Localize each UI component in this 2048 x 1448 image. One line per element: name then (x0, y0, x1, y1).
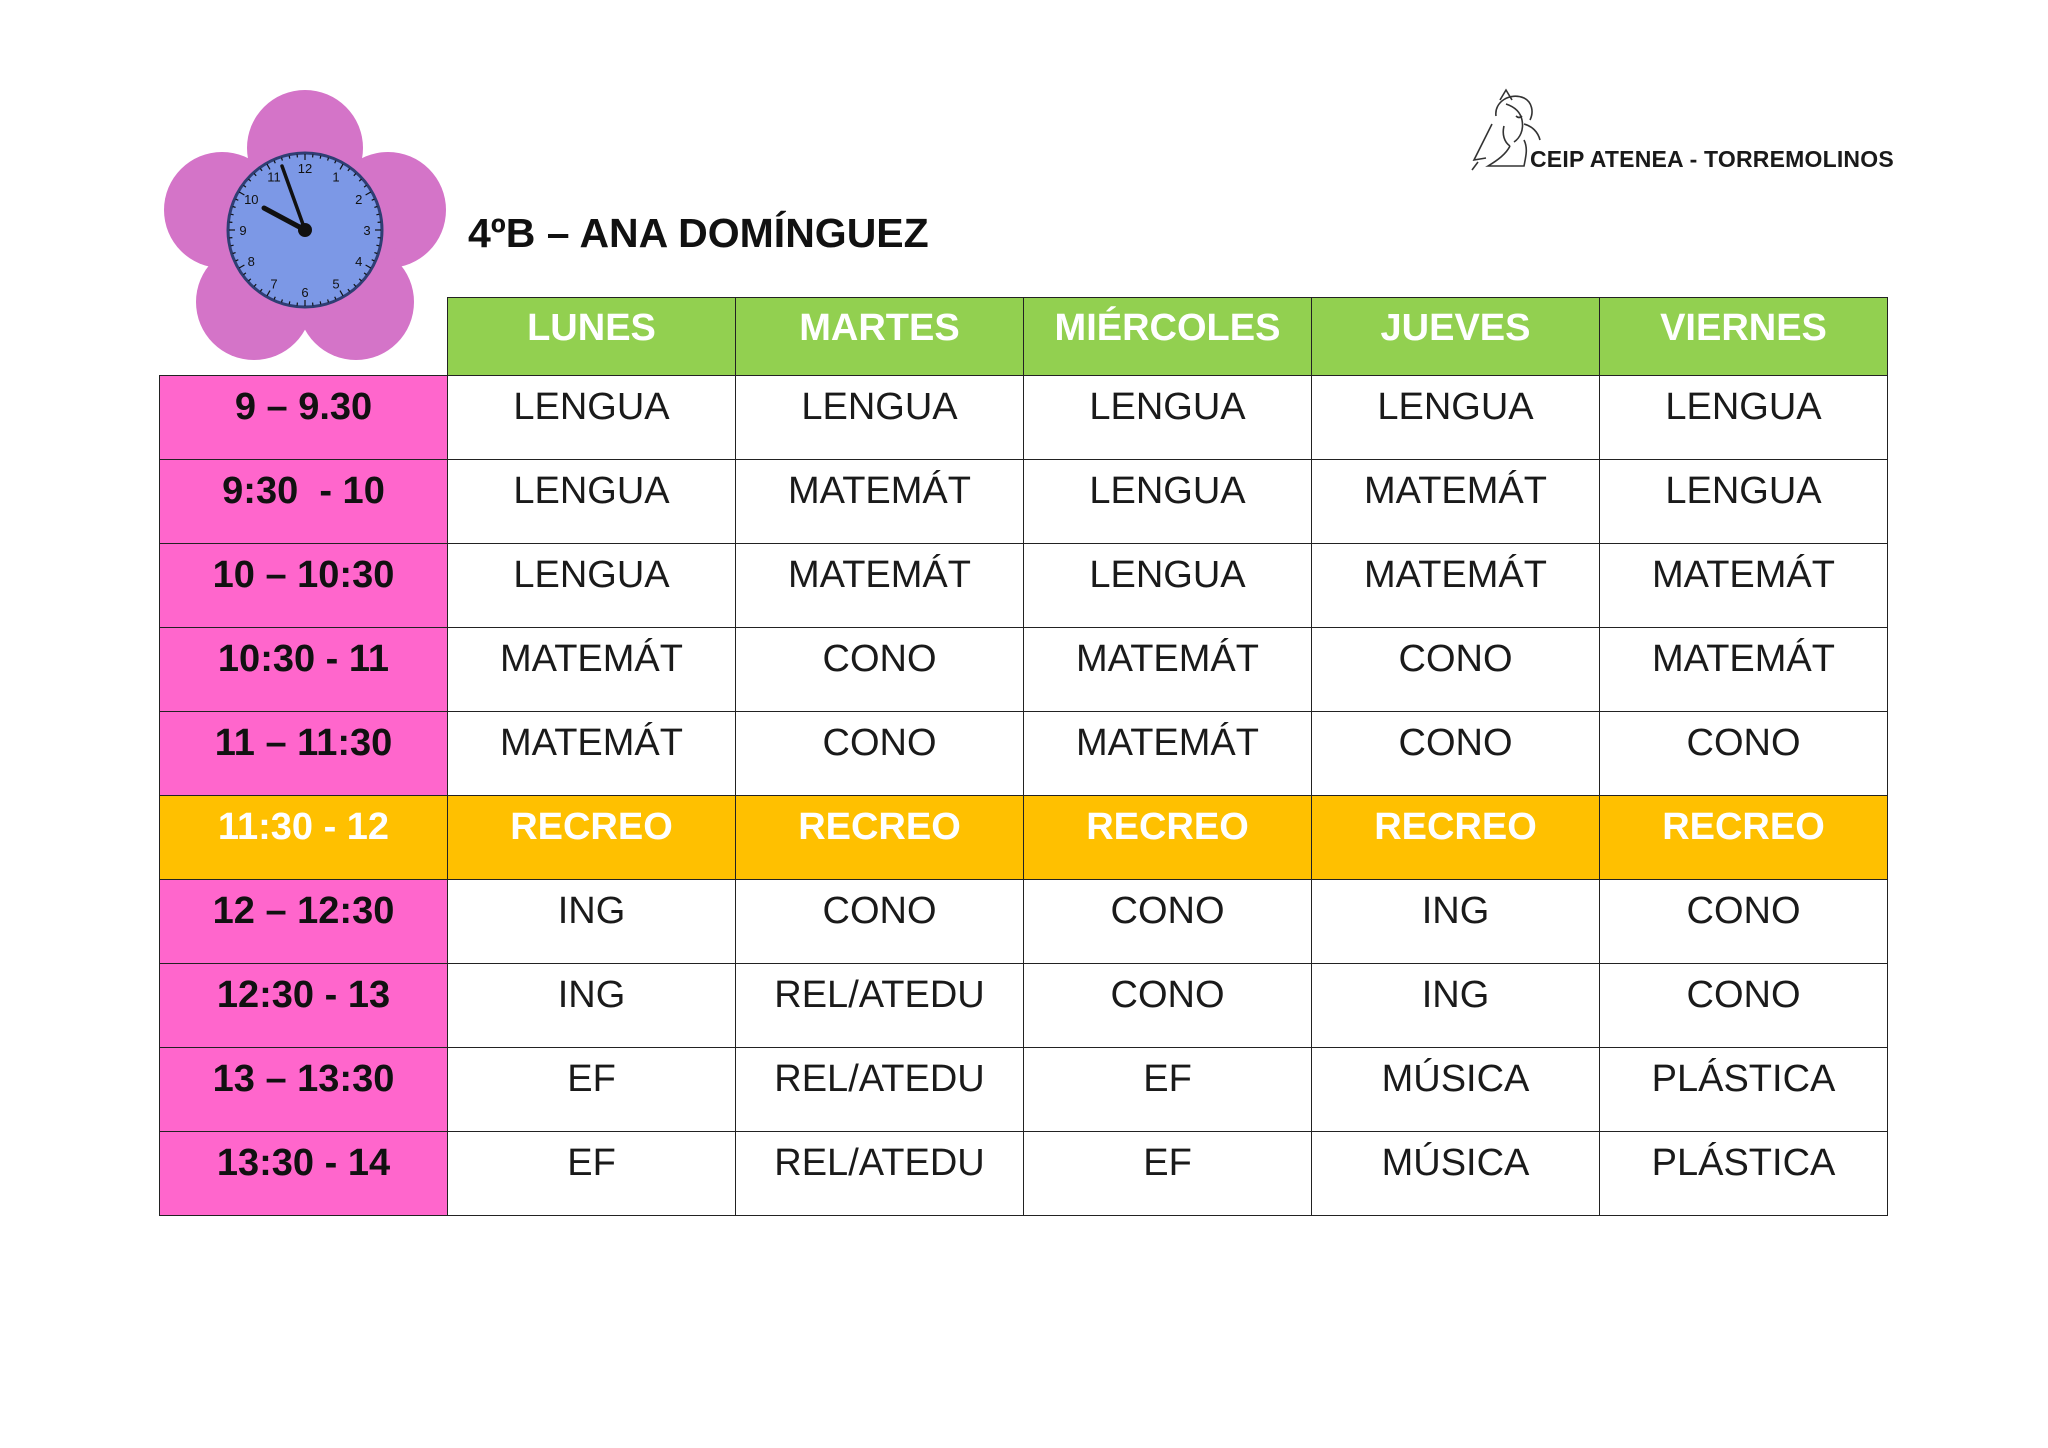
recess-cell: RECREO (448, 796, 736, 880)
clock-number: 7 (270, 276, 278, 292)
subject-cell: EF (448, 1048, 736, 1132)
subject-cell: LENGUA (448, 376, 736, 460)
corner-cell (160, 298, 448, 376)
subject-cell: MÚSICA (1312, 1132, 1600, 1216)
clock-number: 4 (355, 254, 363, 269)
table-row (160, 1048, 1888, 1132)
subject-cell: MATEMÁT (1600, 544, 1888, 628)
table-row (160, 460, 1888, 544)
subject-cell: CONO (736, 712, 1024, 796)
clock-tick (376, 245, 379, 246)
subject-cell: LENGUA (448, 544, 736, 628)
schedule-table (159, 297, 1888, 1216)
subject-cell: ING (448, 964, 736, 1048)
subject-cell: CONO (1600, 964, 1888, 1048)
time-slot: 10:30 - 11 (160, 628, 448, 712)
day-header: LUNES (448, 298, 736, 376)
page-title: 4ºB – ANA DOMÍNGUEZ (468, 210, 929, 256)
subject-cell: MATEMÁT (736, 460, 1024, 544)
subject-cell: CONO (1024, 964, 1312, 1048)
day-header: MARTES (736, 298, 1024, 376)
table-row (160, 544, 1888, 628)
subject-cell: CONO (736, 880, 1024, 964)
subject-cell: PLÁSTICA (1600, 1048, 1888, 1132)
clock-number: 12 (297, 161, 313, 176)
table-row (160, 964, 1888, 1048)
header-row (160, 298, 1888, 376)
subject-cell: CONO (1312, 712, 1600, 796)
subject-cell: ING (448, 880, 736, 964)
subject-cell: CONO (1312, 628, 1600, 712)
time-slot: 10 – 10:30 (160, 544, 448, 628)
clock-tick (320, 156, 321, 159)
clock-tick (231, 214, 234, 215)
subject-cell: CONO (1024, 880, 1312, 964)
subject-cell: CONO (736, 628, 1024, 712)
time-slot: 11:30 - 12 (160, 796, 448, 880)
subject-cell: LENGUA (1024, 544, 1312, 628)
subject-cell: EF (1024, 1132, 1312, 1216)
subject-cell: REL/ATEDU (736, 964, 1024, 1048)
clock-number: 3 (363, 223, 371, 238)
recess-cell: RECREO (1312, 796, 1600, 880)
recess-row (160, 796, 1888, 880)
subject-cell: LENGUA (1024, 376, 1312, 460)
time-slot: 12:30 - 13 (160, 964, 448, 1048)
time-slot: 9 – 9.30 (160, 376, 448, 460)
subject-cell: REL/ATEDU (736, 1132, 1024, 1216)
recess-cell: RECREO (736, 796, 1024, 880)
clock-number: 10 (244, 192, 259, 207)
school-name: CEIP ATENEA - TORREMOLINOS (1530, 146, 1894, 172)
time-slot: 13:30 - 14 (160, 1132, 448, 1216)
table-row (160, 376, 1888, 460)
subject-cell: MATEMÁT (1600, 628, 1888, 712)
clock-tick (376, 214, 379, 215)
time-slot: 11 – 11:30 (160, 712, 448, 796)
subject-cell: LENGUA (1600, 376, 1888, 460)
clock-number: 2 (355, 192, 363, 207)
subject-cell: ING (1312, 964, 1600, 1048)
subject-cell: MATEMÁT (448, 628, 736, 712)
subject-cell: MÚSICA (1312, 1048, 1600, 1132)
table-row (160, 628, 1888, 712)
time-slot: 13 – 13:30 (160, 1048, 448, 1132)
recess-cell: RECREO (1600, 796, 1888, 880)
subject-cell: LENGUA (736, 376, 1024, 460)
clock-number: 5 (332, 276, 340, 292)
clock-number: 11 (267, 169, 281, 185)
clock-number: 1 (332, 169, 340, 185)
clock-tick (231, 245, 234, 246)
subject-cell: MATEMÁT (1312, 460, 1600, 544)
subject-cell: MATEMÁT (736, 544, 1024, 628)
subject-cell: MATEMÁT (1312, 544, 1600, 628)
subject-cell: CONO (1600, 880, 1888, 964)
subject-cell: CONO (1600, 712, 1888, 796)
subject-cell: EF (448, 1132, 736, 1216)
subject-cell: EF (1024, 1048, 1312, 1132)
time-slot: 12 – 12:30 (160, 880, 448, 964)
clock-tick (289, 156, 290, 159)
day-header: JUEVES (1312, 298, 1600, 376)
subject-cell: LENGUA (1600, 460, 1888, 544)
table-row (160, 880, 1888, 964)
subject-cell: REL/ATEDU (736, 1048, 1024, 1132)
clock-number: 8 (247, 254, 255, 269)
clock-number: 6 (301, 285, 309, 300)
recess-cell: RECREO (1024, 796, 1312, 880)
subject-cell: PLÁSTICA (1600, 1132, 1888, 1216)
subject-cell: LENGUA (448, 460, 736, 544)
clock-number: 9 (239, 223, 247, 238)
subject-cell: LENGUA (1312, 376, 1600, 460)
subject-cell: MATEMÁT (1024, 628, 1312, 712)
time-slot: 9:30 - 10 (160, 460, 448, 544)
day-header: MIÉRCOLES (1024, 298, 1312, 376)
subject-cell: ING (1312, 880, 1600, 964)
subject-cell: MATEMÁT (1024, 712, 1312, 796)
day-header: VIERNES (1600, 298, 1888, 376)
table-row (160, 712, 1888, 796)
subject-cell: MATEMÁT (448, 712, 736, 796)
subject-cell: LENGUA (1024, 460, 1312, 544)
table-row (160, 1132, 1888, 1216)
